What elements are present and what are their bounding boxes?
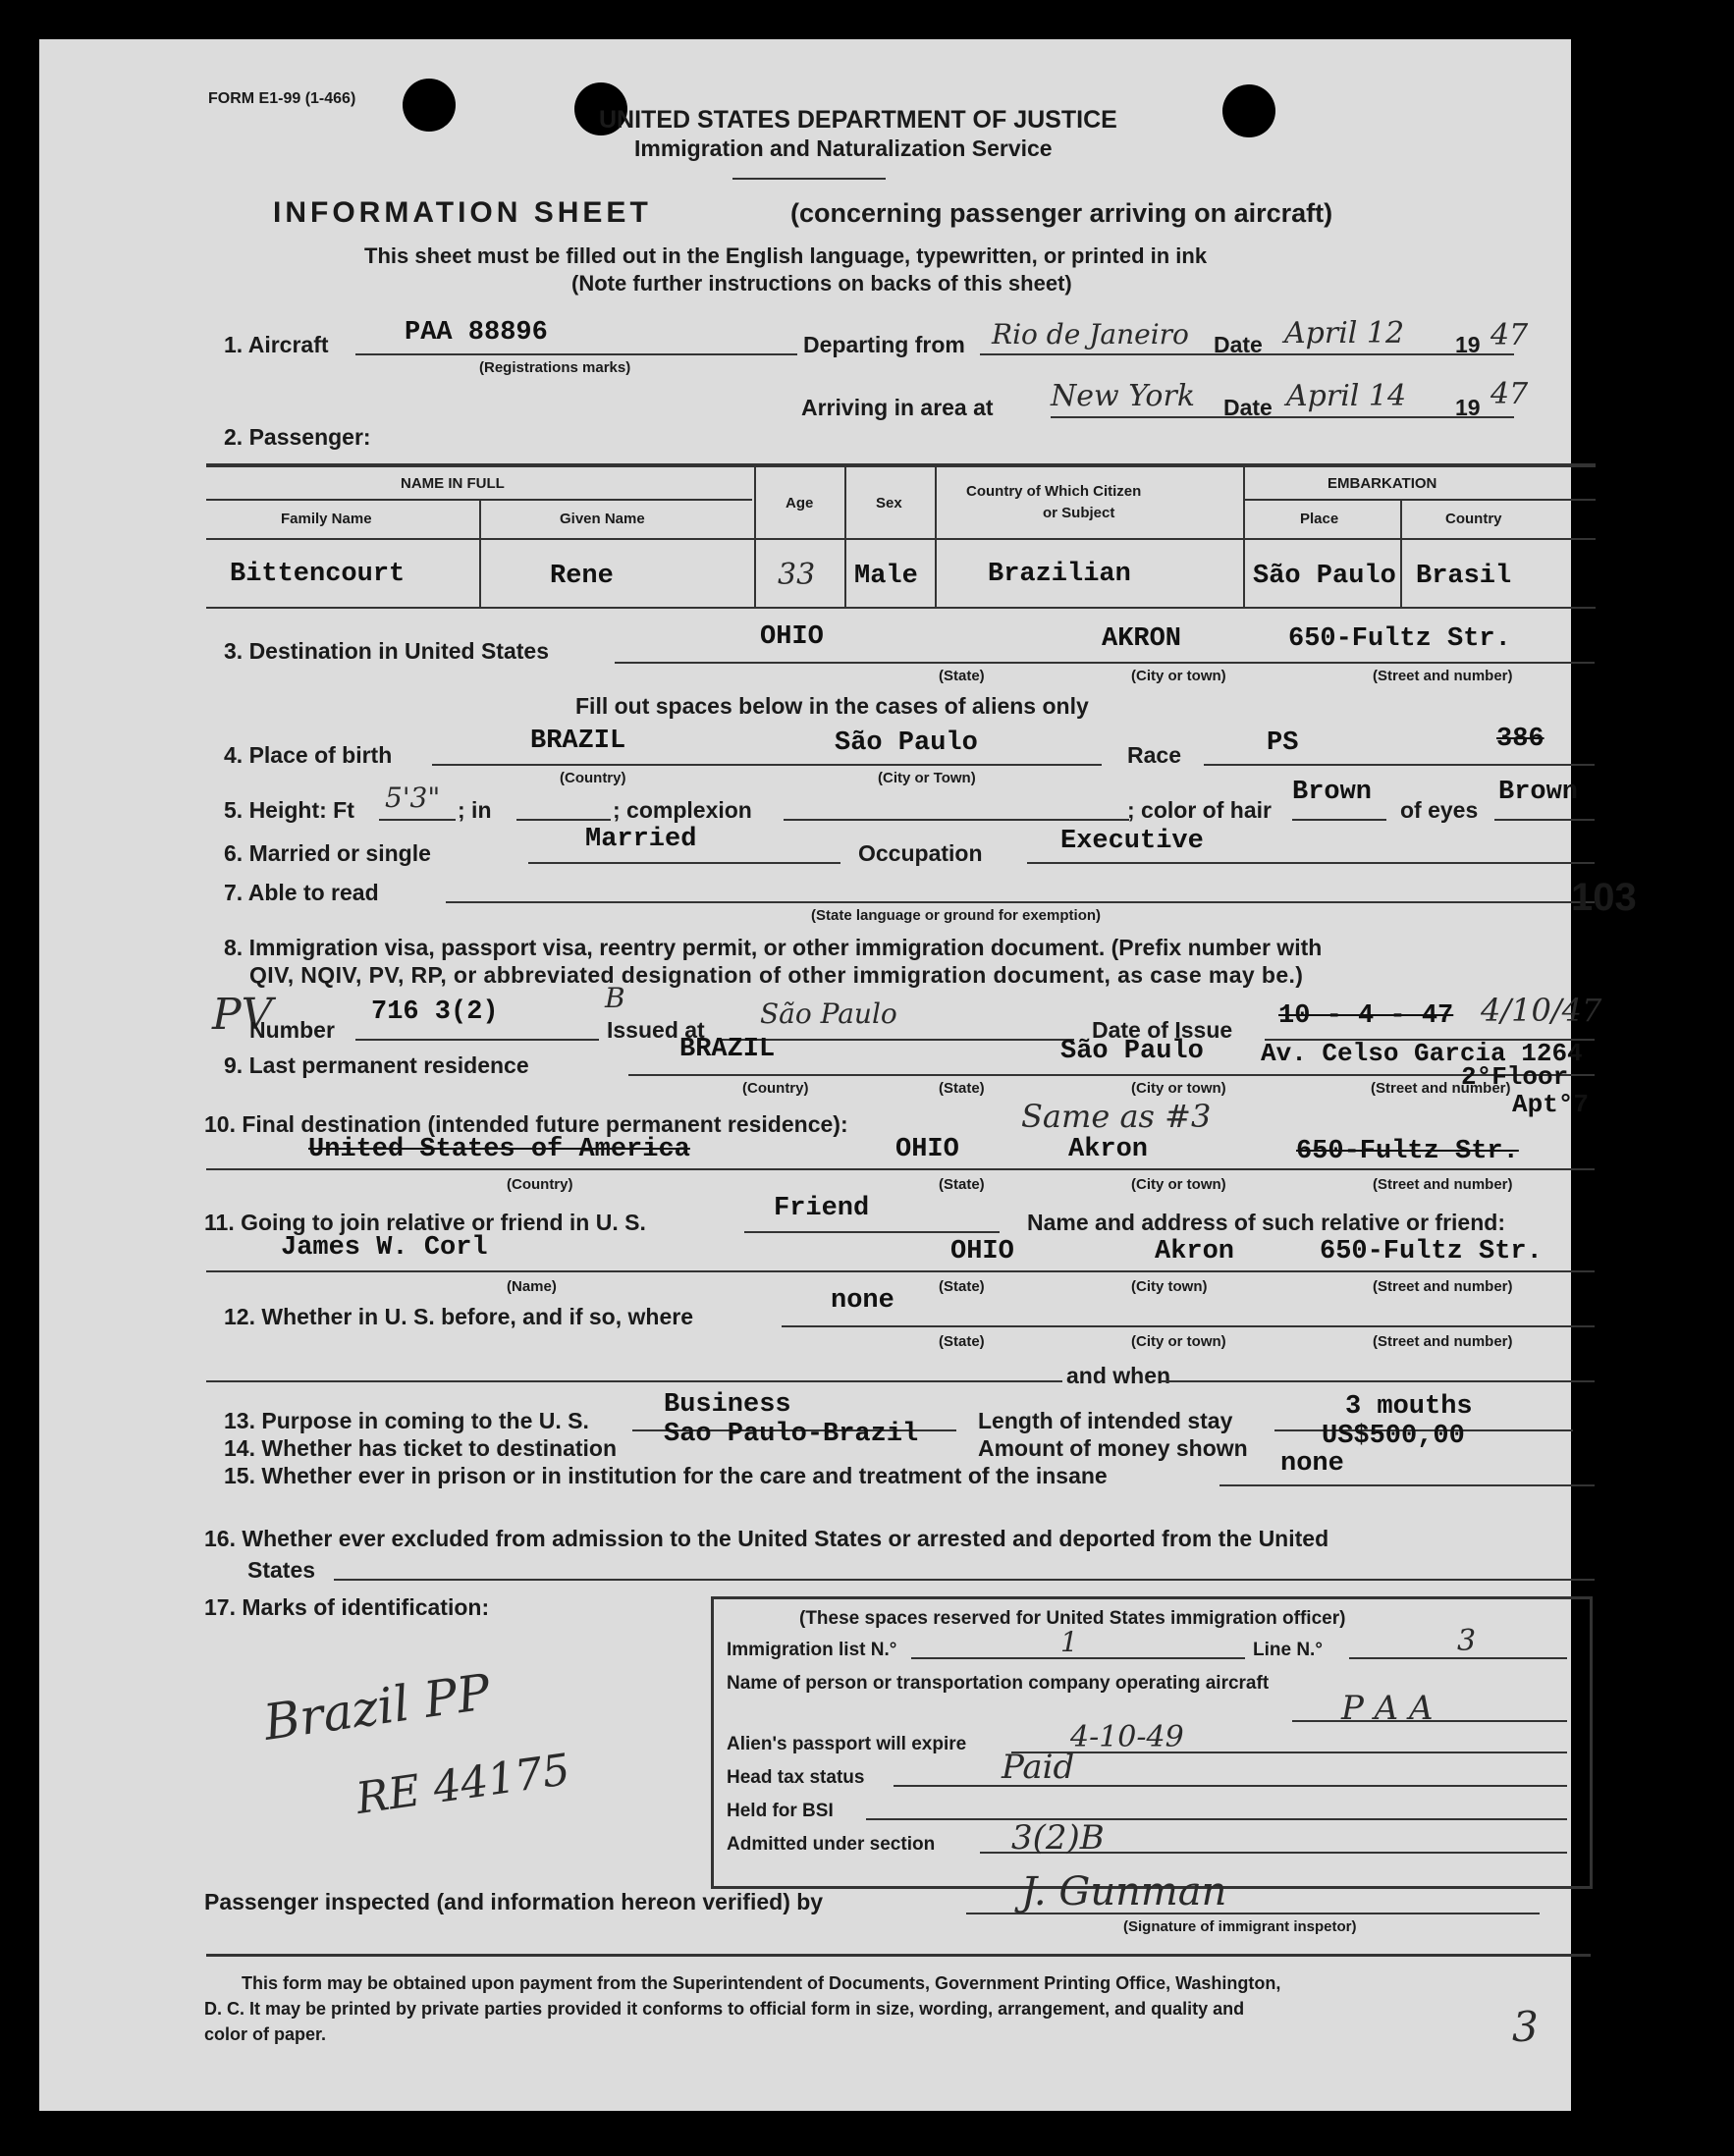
destination-label: 3. Destination in United States — [224, 638, 549, 664]
complexion-label: ; complexion — [613, 797, 752, 823]
bsi-label: Held for BSI — [727, 1801, 834, 1821]
purpose-value: Business — [664, 1390, 791, 1420]
aircraft-caption: (Registrations marks) — [479, 359, 631, 376]
departing-year: 47 — [1490, 318, 1529, 352]
caption-state: (State) — [939, 1333, 985, 1350]
hair-value: Brown — [1292, 778, 1373, 807]
stay-label: Length of intended stay — [978, 1408, 1233, 1433]
arriving-year: 47 — [1490, 377, 1529, 411]
caption-city: (City town) — [1131, 1278, 1208, 1295]
number-label: Number — [249, 1017, 335, 1043]
page-mark: 3 — [1512, 2003, 1539, 2051]
money-value: US$500,00 — [1322, 1422, 1465, 1451]
ticket-value: Sao Paulo-Brazil — [664, 1420, 919, 1449]
married-label: 6. Married or single — [224, 840, 431, 866]
embark-country-value: Brasil — [1416, 562, 1512, 591]
signature-caption: (Signature of immigrant inspetor) — [1123, 1918, 1357, 1935]
caption-street: (Street and number) — [1373, 1278, 1513, 1295]
caption-city: (City or town) — [1131, 1333, 1226, 1350]
caption-city: (City or town) — [1131, 668, 1226, 684]
caption-state: (State) — [939, 1080, 985, 1097]
caption-country: (Country) — [742, 1080, 809, 1097]
headtax-label: Head tax status — [727, 1767, 865, 1788]
passport-value: 4-10-49 — [1070, 1720, 1184, 1754]
occupation-label: Occupation — [858, 840, 983, 866]
caption-city: (City or town) — [1131, 1080, 1226, 1097]
inspected-label: Passenger inspected (and information hereon verified) by — [204, 1889, 824, 1914]
join-state: OHIO — [950, 1237, 1014, 1267]
departing-date: April 12 — [1284, 316, 1405, 350]
visa-prefix: PV — [212, 990, 273, 1040]
arriving-value: New York — [1051, 379, 1195, 413]
when-label: and when — [1066, 1363, 1171, 1388]
money-label: Amount of money shown — [978, 1435, 1248, 1461]
destination-state: OHIO — [760, 622, 824, 652]
citizen-value: Brazilian — [988, 560, 1131, 589]
instruction-line-2: (Note further instructions on backs of this sheet) — [571, 271, 1072, 296]
height-label: 5. Height: Ft — [224, 797, 354, 823]
race-value: PS — [1267, 728, 1299, 758]
read-caption: (State language or ground for exemption) — [811, 907, 1102, 924]
join-street: 650-Fultz Str. — [1320, 1237, 1543, 1267]
caption-street: (Street and number) — [1373, 668, 1513, 684]
line-value: 3 — [1457, 1624, 1477, 1658]
residence-street: Av. Celso Garcia 1264 — [1261, 1039, 1583, 1068]
passport-label: Alien's passport will expire — [727, 1734, 967, 1754]
birth-city: São Paulo — [835, 728, 978, 758]
caption-country: (Country) — [560, 770, 626, 786]
header-given-name: Given Name — [560, 511, 645, 527]
caption-name: (Name) — [507, 1278, 557, 1295]
read-mark: 103 — [1571, 876, 1637, 919]
destination-city: AKRON — [1102, 624, 1182, 654]
issued-label: Issued at — [607, 1017, 705, 1043]
given-name-value: Rene — [550, 562, 614, 591]
excluded-label-2: States — [247, 1557, 316, 1583]
join-name: James W. Corl — [281, 1233, 488, 1263]
header-embark-country: Country — [1445, 511, 1502, 527]
header-embarkation: EMBARKATION — [1328, 475, 1437, 492]
eyes-value: Brown — [1498, 778, 1579, 807]
destination-street: 650-Fultz Str. — [1288, 624, 1511, 654]
company-label: Name of person or transportation company operating aircraft — [727, 1673, 1270, 1694]
departing-label: Departing from — [803, 332, 965, 357]
service-title: Immigration and Naturalization Service — [634, 135, 1053, 161]
embark-place-value: São Paulo — [1253, 562, 1396, 591]
sex-value: Male — [854, 562, 918, 591]
instruction-line-1: This sheet must be filled out in the English language, typewritten, or printed in ink — [364, 243, 1208, 268]
list-value: 1 — [1060, 1626, 1078, 1658]
issue-date-typed: 10 - 4 - 47 — [1278, 1001, 1454, 1031]
occupation-value: Executive — [1060, 827, 1204, 856]
sheet-title: INFORMATION SHEET — [273, 196, 652, 229]
arriving-date-label: Date — [1223, 395, 1273, 420]
birth-label: 4. Place of birth — [224, 742, 393, 768]
read-label: 7. Able to read — [224, 880, 379, 905]
arriving-label: Arriving in area at — [801, 395, 994, 420]
caption-city-town: (City or Town) — [878, 770, 976, 786]
final-city: Akron — [1068, 1135, 1149, 1164]
age-value: 33 — [778, 558, 816, 592]
residence-country: BRAZIL — [679, 1035, 776, 1064]
header-or-subject: or Subject — [1043, 505, 1115, 521]
footer-line-2: D. C. It may be printed by private parties provided it conforms to official form in size, wording, arrangement, and quality and — [204, 1999, 1245, 2019]
caption-street: (Street and number) — [1373, 1176, 1513, 1193]
sheet-subtitle: (concerning passenger arriving on aircraft) — [790, 198, 1333, 228]
race-label: Race — [1127, 742, 1181, 768]
join-value: Friend — [774, 1194, 870, 1223]
caption-city: (City or town) — [1131, 1176, 1226, 1193]
header-name-in-full: NAME IN FULL — [401, 475, 505, 492]
form-number: FORM E1-99 (1-466) — [208, 90, 356, 107]
arriving-date: April 14 — [1286, 379, 1407, 413]
year-prefix: 19 — [1455, 395, 1481, 420]
headtax-value: Paid — [1002, 1748, 1075, 1787]
company-value: P A A — [1341, 1689, 1434, 1728]
inches-label: ; in — [458, 797, 492, 823]
marks-handwritten-2: RE 44175 — [352, 1744, 573, 1825]
residence-apartment: Apt°7 — [1512, 1090, 1590, 1119]
residence-floor: 2°Floor — [1461, 1062, 1569, 1092]
officer-box-header: (These spaces reserved for United States immigration officer) — [799, 1608, 1346, 1629]
issue-date-handwritten: 4/10/47 — [1481, 992, 1602, 1029]
final-street: 650-Fultz Str. — [1296, 1137, 1519, 1166]
residence-city: São Paulo — [1060, 1037, 1204, 1066]
departing-value: Rio de Janeiro — [992, 318, 1189, 350]
header-country-citizen: Country of Which Citizen — [966, 483, 1142, 500]
purpose-label: 13. Purpose in coming to the U. S. — [224, 1408, 589, 1433]
aliens-note: Fill out spaces below in the cases of aliens only — [575, 693, 1089, 719]
caption-street: (Street and number) — [1371, 1080, 1511, 1097]
footer-line-1: This form may be obtained upon payment from the Superintendent of Documents, Government Printing Office, Washington, — [242, 1973, 1281, 1993]
visa-line-2: QIV, NQIV, PV, RP, or abbreviated designation of other immigration document, as case may be.) — [249, 962, 1304, 988]
prison-label: 15. Whether ever in prison or in institution for the care and treatment of the insane — [224, 1463, 1108, 1488]
punch-hole — [1222, 84, 1275, 137]
race-struck-value: 386 — [1496, 725, 1544, 754]
footer-line-3: color of paper. — [204, 2024, 327, 2044]
married-value: Married — [585, 825, 697, 854]
caption-state: (State) — [939, 668, 985, 684]
header-age: Age — [786, 495, 814, 512]
line-label: Line N.° — [1253, 1640, 1323, 1660]
caption-state: (State) — [939, 1176, 985, 1193]
inspector-signature: J. Gunman — [1021, 1869, 1227, 1914]
marks-handwritten-1: Brazil PP — [260, 1663, 494, 1752]
aircraft-label: 1. Aircraft — [224, 332, 329, 357]
join-label: 11. Going to join relative or friend in U. S. — [204, 1210, 646, 1235]
list-label: Immigration list N.° — [727, 1640, 897, 1660]
header-family-name: Family Name — [281, 511, 372, 527]
year-prefix: 19 — [1455, 332, 1481, 357]
before-label: 12. Whether in U. S. before, and if so, where — [224, 1304, 693, 1329]
final-country: United States of America — [308, 1135, 690, 1164]
aircraft-value: PAA 88896 — [405, 318, 548, 348]
join-name-label: Name and address of such relative or friend: — [1027, 1210, 1505, 1235]
issued-value: São Paulo — [760, 997, 897, 1030]
visa-number: 716 3(2) — [371, 997, 499, 1027]
departing-date-label: Date — [1214, 332, 1263, 357]
prison-value: none — [1280, 1449, 1344, 1479]
height-value: 5'3" — [385, 782, 441, 814]
marks-label: 17. Marks of identification: — [204, 1594, 490, 1620]
department-title: UNITED STATES DEPARTMENT OF JUSTICE — [599, 106, 1117, 134]
admitted-label: Admitted under section — [727, 1834, 936, 1855]
stay-value: 3 mouths — [1345, 1392, 1473, 1422]
caption-state: (State) — [939, 1278, 985, 1295]
join-city: Akron — [1155, 1237, 1235, 1267]
caption-street: (Street and number) — [1373, 1333, 1513, 1350]
final-destination-note: Same as #3 — [1021, 1098, 1212, 1135]
before-value: none — [831, 1286, 894, 1316]
punch-hole — [403, 79, 456, 132]
caption-country: (Country) — [507, 1176, 573, 1193]
final-destination-label: 10. Final destination (intended future permanent residence): — [204, 1111, 848, 1137]
header-sex: Sex — [876, 495, 902, 512]
visa-line-1: 8. Immigration visa, passport visa, reentry permit, or other immigration document. (Prefix number with — [224, 935, 1323, 960]
excluded-label-1: 16. Whether ever excluded from admission to the United States or arrested and deported from the United — [204, 1526, 1329, 1551]
header-place: Place — [1300, 511, 1339, 527]
final-state: OHIO — [895, 1135, 959, 1164]
ticket-label: 14. Whether has ticket to destination — [224, 1435, 618, 1461]
hair-label: ; color of hair — [1127, 797, 1272, 823]
passenger-label: 2. Passenger: — [224, 424, 371, 450]
visa-number-note: B — [605, 982, 625, 1014]
form-sheet — [39, 39, 1637, 2111]
admitted-value: 3(2)B — [1011, 1818, 1105, 1858]
date-of-issue-label: Date of Issue — [1092, 1017, 1233, 1043]
birth-country: BRAZIL — [530, 727, 626, 756]
eyes-label: of eyes — [1400, 797, 1479, 823]
residence-label: 9. Last permanent residence — [224, 1052, 529, 1078]
family-name-value: Bittencourt — [230, 560, 406, 589]
